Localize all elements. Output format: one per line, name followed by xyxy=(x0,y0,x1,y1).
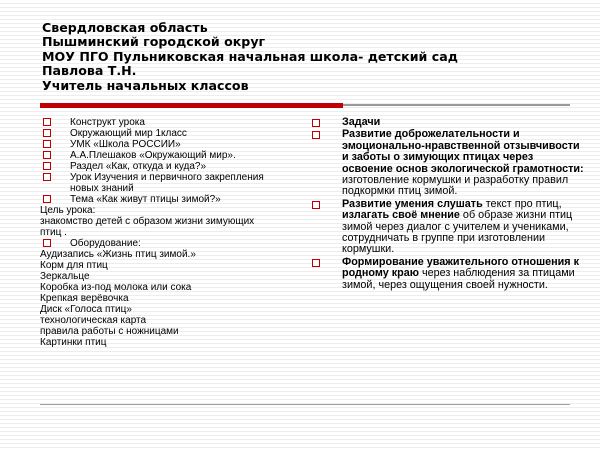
material-item: Картинки птиц xyxy=(40,337,107,348)
tasks-column xyxy=(310,117,585,291)
material-item: правила работы с ножницами xyxy=(40,326,179,337)
header-district: Пышминский городской округ xyxy=(42,34,266,50)
bottom-rule xyxy=(40,404,570,405)
material-item: Диск «Голоса птиц» xyxy=(40,304,132,315)
square-bullet-icon xyxy=(43,129,51,137)
header-author: Павлова Т.Н. xyxy=(42,63,137,79)
square-bullet-icon xyxy=(43,195,51,203)
material-item: Крепкая верёвочка xyxy=(40,293,129,304)
list-item: Раздел «Как, откуда и куда?» xyxy=(40,161,302,172)
material-item: Коробка из-под молока или сока xyxy=(40,282,192,293)
goal-label: Цель урока: xyxy=(40,205,96,216)
title-divider-gray xyxy=(343,104,570,106)
tasks-title: Задачи xyxy=(310,117,585,128)
list-item: УМК «Школа РОССИИ» xyxy=(40,139,302,150)
square-bullet-icon xyxy=(43,140,51,148)
header-region: Свердловская область xyxy=(42,20,208,35)
list-item: Конструкт урока xyxy=(40,117,302,128)
equipment-item: Оборудование: xyxy=(40,238,302,249)
task-item: Формирование уважительного отношения к родному краю через наблюдения за птицами зимой, через ощущения своей нужности. xyxy=(310,257,585,291)
square-bullet-icon xyxy=(43,118,51,126)
task-item: Развитие умения слушать текст про птиц, излагать своё мнение об образе жизни птиц зимой через диалог с учителем и учениками, сотрудничать в группе при изготовлении кормушки. xyxy=(310,199,585,256)
header-school: МОУ ПГО Пульниковская начальная школа- детский сад xyxy=(42,48,458,64)
square-bullet-icon xyxy=(43,151,51,159)
header-position: Учитель начальных классов xyxy=(42,77,249,93)
task-item: Развитие доброжелательности и эмоционально-нравственной отзывчивости и заботы о зимующих птицах через освоение основ экологической грамотности: изготовление кормушки и разработку правил подкормки птиц зимой. xyxy=(310,129,585,197)
square-bullet-icon xyxy=(43,162,51,170)
lesson-info-column xyxy=(40,117,302,348)
square-bullet-icon xyxy=(312,259,320,267)
document-header xyxy=(42,21,582,93)
material-item: Корм для птиц xyxy=(40,260,108,271)
list-item: Тема «Как живут птицы зимой?» xyxy=(40,194,302,205)
square-bullet-icon xyxy=(312,201,320,209)
material-item: Зеркальце xyxy=(40,271,90,282)
material-item: технологическая карта xyxy=(40,315,147,326)
square-bullet-icon xyxy=(43,173,51,181)
list-item: А.А.Плешаков «Окружающий мир». xyxy=(40,150,302,161)
square-bullet-icon xyxy=(312,131,320,139)
title-divider-red xyxy=(40,103,343,108)
list-item: Окружающий мир 1класс xyxy=(40,128,302,139)
square-bullet-icon xyxy=(43,239,51,247)
material-item: Аудизапись «Жизнь птиц зимой.» xyxy=(40,249,196,260)
square-bullet-icon xyxy=(312,119,320,127)
goal-text: знакомство детей с образом жизни зимующих птиц . xyxy=(40,216,255,238)
list-item: Урок Изучения и первичного закрепления новых знаний xyxy=(40,172,285,194)
